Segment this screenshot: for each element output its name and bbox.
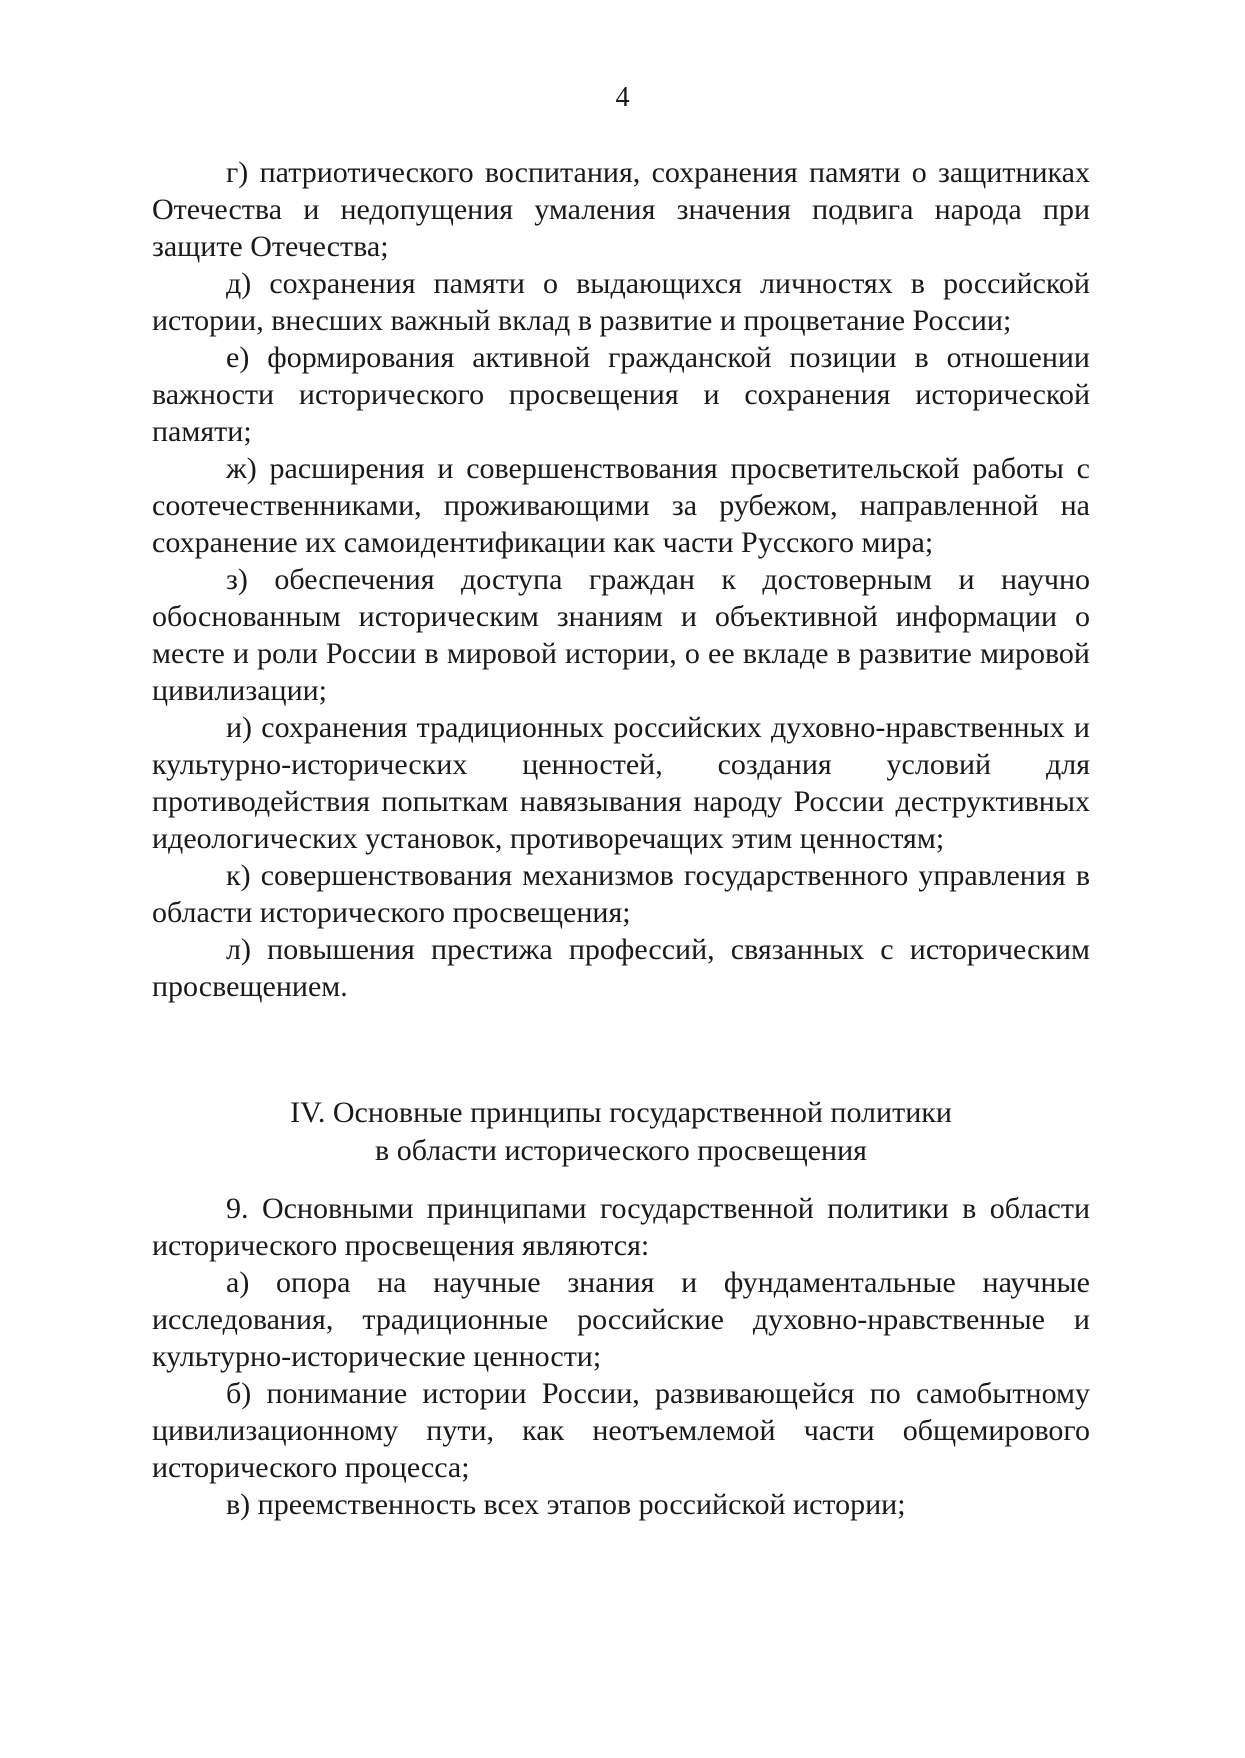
- principle-item-v: в) преемственность всех этапов российской истории;: [226, 1488, 906, 1521]
- list-item-e: е) формирования активной гражданской позиции в отношении важности исторического просвещения и сохранения исторической памяти;: [152, 341, 1090, 448]
- list-item-l: л) повышения престижа профессий, связанных с историческим просвещением.: [152, 933, 1090, 1003]
- list-item-d: д) сохранения памяти о выдающихся личностях в российской истории, внесших важный вклад в развитие и процветание России;: [152, 267, 1090, 337]
- list-item-z: з) обеспечения доступа граждан к достоверным и научно обоснованным историческим знаниям и объективной информации о месте и роли России в мировой истории, о ее вкладе в развитие мировой цивилизации;: [152, 563, 1090, 707]
- principle-item-b: б) понимание истории России, развивающейся по самобытному цивилизационному пути, как неотъемлемой части общемирового исторического процесса;: [152, 1377, 1090, 1484]
- section-heading-line-2: в области исторического просвещения: [375, 1134, 867, 1167]
- section-heading-line-1: IV. Основные принципы государственной политики: [290, 1096, 952, 1129]
- principles-list: [152, 1190, 1090, 1523]
- list-item-i: и) сохранения традиционных российских духовно-нравственных и культурно-исторических ценностей, создания условий для противодействия попыткам навязывания народу России деструктивных идеологических установок, противоречащих этим ценностям;: [152, 711, 1090, 855]
- principle-item-a: а) опора на научные знания и фундаментальные научные исследования, традиционные российские духовно-нравственные и культурно-исторические ценности;: [152, 1266, 1090, 1373]
- list-item-g: г) патриотического воспитания, сохранения памяти о защитниках Отечества и недопущения умаления значения подвига народа при защите Отечества;: [152, 156, 1090, 263]
- section-heading: [152, 1094, 1090, 1170]
- list-item-zh: ж) расширения и совершенствования просветительской работы с соотечественниками, проживающими за рубежом, направленной на сохранение их самоидентификации как части Русского мира;: [152, 452, 1090, 559]
- page-number: 4: [615, 82, 630, 113]
- list-item-k: к) совершенствования механизмов государственного управления в области исторического просвещения;: [152, 859, 1090, 929]
- goals-list: [152, 154, 1090, 1005]
- clause-9: 9. Основными принципами государственной политики в области исторического просвещения являются:: [152, 1192, 1090, 1262]
